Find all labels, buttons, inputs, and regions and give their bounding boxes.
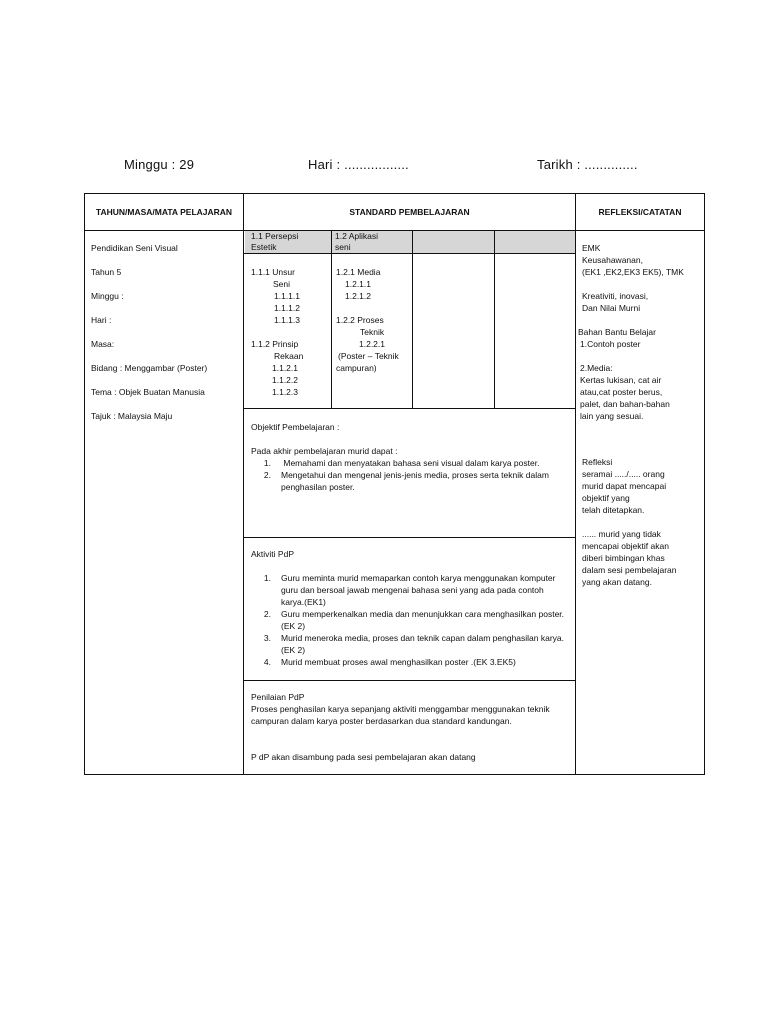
refleksi-line: yang akan datang.	[582, 577, 652, 587]
row-divider	[244, 680, 575, 681]
left-info-hari: Hari :	[91, 315, 112, 325]
column-divider	[494, 231, 495, 408]
bahan-line: lain yang sesuai.	[580, 411, 644, 421]
refleksi-line: objektif yang	[582, 493, 630, 503]
std-line: 1.1.1 Unsur	[251, 267, 295, 277]
std-line: 1.1.2.1	[272, 363, 298, 373]
std-sub2-title: 1.2 Aplikasi	[335, 231, 378, 241]
header-col2: STANDARD PEMBELAJARAN	[349, 207, 470, 217]
penilaian-footer: P dP akan disambung pada sesi pembelajaran akan datang	[251, 752, 476, 762]
bahan-line: 1.Contoh poster	[580, 339, 641, 349]
emk-line: (EK1 ,EK2,EK3 EK5), TMK	[582, 267, 684, 277]
row-divider	[244, 253, 575, 254]
objektif-list	[251, 457, 567, 493]
row-divider	[244, 537, 575, 538]
left-info-bidang: Bidang : Menggambar (Poster)	[91, 363, 208, 373]
std-line: 1.1.2.2	[272, 375, 298, 385]
std-line: 1.1.1.1	[274, 291, 300, 301]
column-divider	[331, 231, 332, 408]
std-line: Rekaan	[274, 351, 304, 361]
std-sub2-title-2: seni	[335, 242, 351, 252]
std-line: 1.2.1.2	[345, 291, 371, 301]
std-line: (Poster – Teknik	[338, 351, 399, 361]
refleksi-line: telah ditetapkan.	[582, 505, 645, 515]
bahan-line: Kertas lukisan, cat air	[580, 375, 662, 385]
std-line: Teknik	[360, 327, 385, 337]
emk-line: Dan Nilai Murni	[582, 303, 641, 313]
refleksi-line: diberi bimbingan khas	[582, 553, 665, 563]
left-info-tema: Tema : Objek Buatan Manusia	[91, 387, 205, 397]
left-info-subject: Pendidikan Seni Visual	[91, 243, 178, 253]
refleksi-line: Refleksi	[582, 457, 613, 467]
penilaian-title: Penilaian PdP	[251, 692, 305, 702]
std-line: campuran)	[336, 363, 377, 373]
left-info-minggu: Minggu :	[91, 291, 124, 301]
std-line: 1.2.1 Media	[336, 267, 381, 277]
objektif-intro: Pada akhir pembelajaran murid dapat :	[251, 446, 398, 456]
std-line: 1.1.2 Prinsip	[251, 339, 299, 349]
aktiviti-list	[251, 572, 569, 668]
std-line: 1.1.1.2	[274, 303, 300, 313]
aktiviti-item: 2. Guru memperkenalkan media dan menunjukkan cara menghasilkan poster. (EK 2)	[263, 609, 565, 631]
left-info-tajuk: Tajuk : Malaysia Maju	[91, 411, 173, 421]
std-line: 1.1.1.3	[274, 315, 300, 325]
bahan-line: atau,cat poster berus,	[580, 387, 663, 397]
shaded-cell	[495, 231, 575, 253]
minggu-label: Minggu : 29	[124, 157, 195, 172]
tarikh-label: Tarikh : ..............	[537, 157, 638, 172]
lesson-plan-table	[84, 193, 705, 775]
aktiviti-item: 3. Murid meneroka media, proses dan teknik capan dalam penghasilan karya. (EK 2)	[263, 633, 565, 655]
refleksi-line: murid dapat mencapai	[582, 481, 667, 491]
std-line: Seni	[273, 279, 291, 289]
header-divider	[85, 230, 704, 231]
left-info-masa: Masa:	[91, 339, 115, 349]
penilaian-body: Proses penghasilan karya sepanjang aktiviti menggambar menggunakan teknik campuran dalam karya poster berdasarkan dua standard kandungan.	[251, 704, 550, 726]
std-sub1-title-2: Estetik	[251, 242, 277, 252]
std-line: 1.2.2.1	[359, 339, 385, 349]
bahan-line: Bahan Bantu Belajar	[578, 327, 656, 337]
aktiviti-item: 1. Guru meminta murid memaparkan contoh karya menggunakan komputer guru dan bersoal jawab mengenai bahasa seni yang ada pada contoh karya.(EK1)	[263, 573, 556, 607]
column-divider	[412, 231, 413, 408]
emk-line: EMK	[582, 243, 601, 253]
bahan-line: 2.Media:	[580, 363, 613, 373]
row-divider	[244, 408, 575, 409]
bahan-line: palet, dan bahan-bahan	[580, 399, 670, 409]
objektif-title: Objektif Pembelajaran :	[251, 422, 340, 432]
refleksi-line: seramai ...../..... orang	[582, 469, 665, 479]
emk-line: Keusahawanan,	[582, 255, 643, 265]
column-divider	[243, 194, 244, 774]
objektif-item: 1. Memahami dan menyatakan bahasa seni visual dalam karya poster.	[263, 458, 540, 468]
aktiviti-title: Aktiviti PdP	[251, 549, 294, 559]
header-col3: REFLEKSI/CATATAN	[598, 207, 682, 217]
std-line: 1.1.2.3	[272, 387, 298, 397]
refleksi-line: mencapai objektif akan	[582, 541, 669, 551]
std-line: 1.2.2 Proses	[336, 315, 384, 325]
header-col1: TAHUN/MASA/MATA PELAJARAN	[95, 207, 233, 217]
objektif-item: 2. Mengetahui dan mengenal jenis-jenis media, proses serta teknik dalam penghasilan poster.	[263, 470, 549, 492]
refleksi-line: ...... murid yang tidak	[582, 529, 661, 539]
std-line: 1.2.1.1	[345, 279, 371, 289]
shaded-cell	[413, 231, 494, 253]
aktiviti-item: 4. Murid membuat proses awal menghasilkan poster .(EK 3.EK5)	[263, 657, 516, 667]
std-sub1-title: 1.1 Persepsi	[251, 231, 299, 241]
emk-line: Kreativiti, inovasi,	[582, 291, 649, 301]
left-info-tahun: Tahun 5	[91, 267, 122, 277]
hari-label: Hari : .................	[308, 157, 409, 172]
refleksi-line: dalam sesi pembelajaran	[582, 565, 677, 575]
column-divider	[575, 194, 576, 774]
